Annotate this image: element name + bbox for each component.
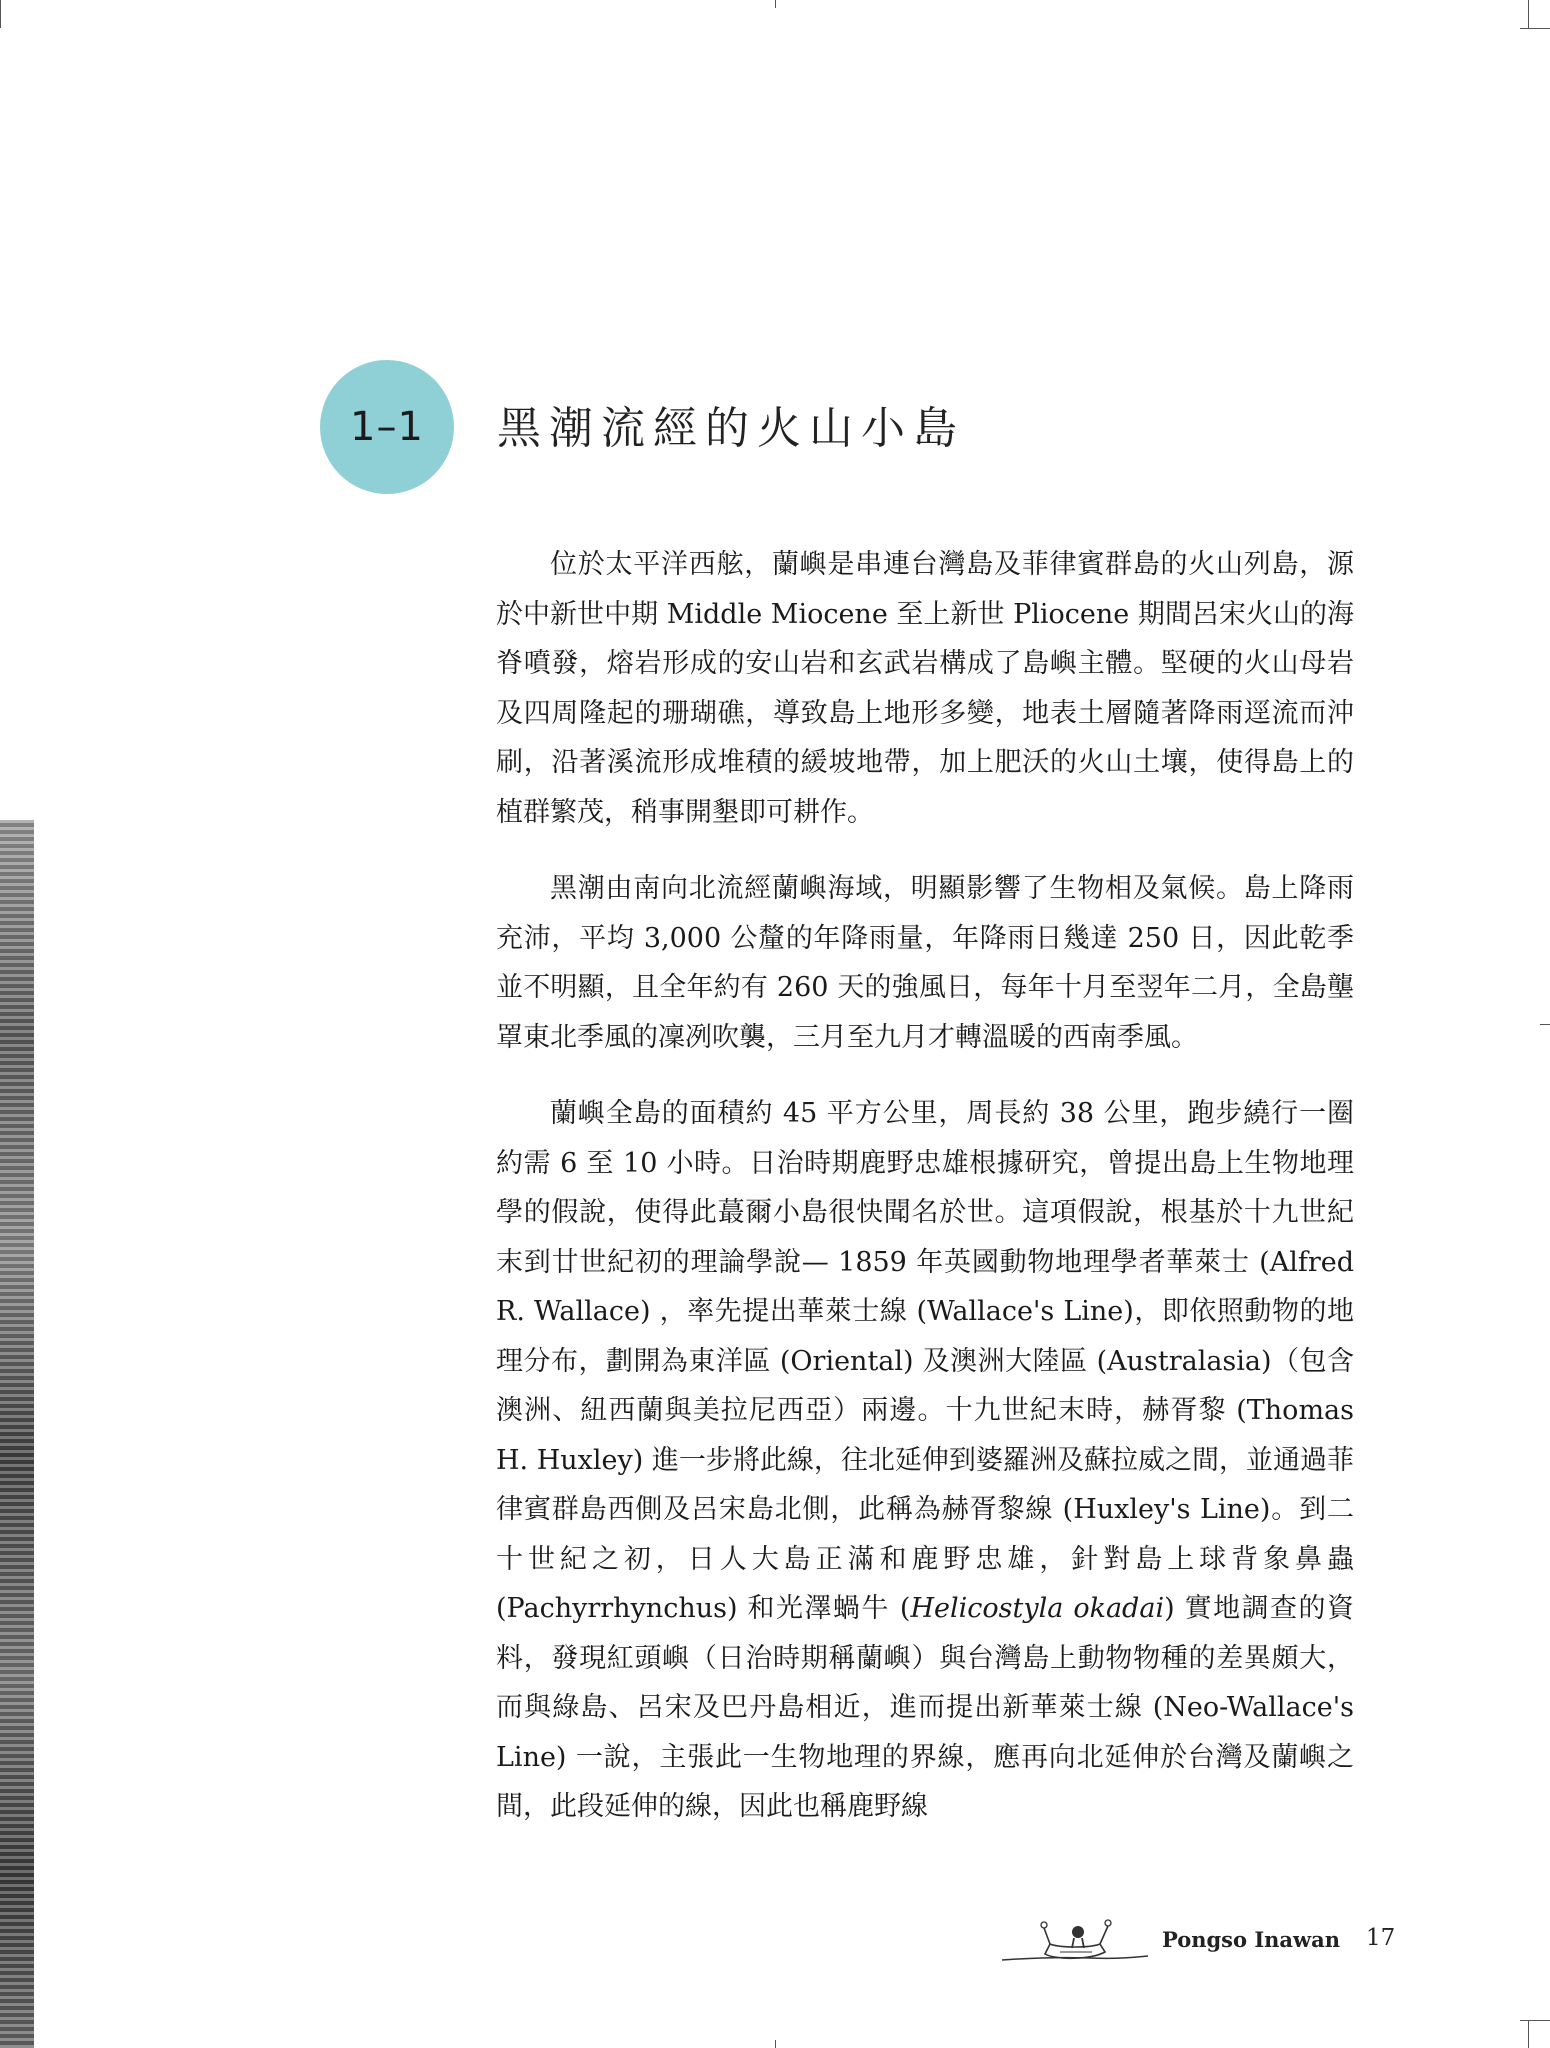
section-number: 1–1 (350, 404, 424, 450)
crop-mark-top-left (0, 0, 1, 28)
crop-mark-mid-right (1540, 1024, 1550, 1025)
paragraph-3-part-2: ) 實地調查的資料，發現紅頭嶼（日治時期稱蘭嶼）與台灣島上動物物種的差異頗大，而與綠島、呂宋及巴丹島相近，進而提出新華萊士線 (Neo-Wallace's Line) 一說，主張此一生物地理的界線，應再向北延伸於台灣及蘭嶼之間，此段延伸的線，因此也稱鹿野線 (496, 1593, 1354, 1822)
paragraph-3 (496, 1089, 1354, 1832)
section-title: 黑潮流經的火山小島 (497, 403, 965, 454)
page-number: 17 (1366, 1925, 1396, 1951)
boat-logo-icon (1000, 1908, 1150, 1968)
paragraph-2: 黑潮由南向北流經蘭嶼海域，明顯影響了生物相及氣候。島上降雨充沛，平均 3,000 公釐的年降雨量，年降雨日幾達 250 日，因此乾季並不明顯，且全年約有 260 天的強風日，每年十月至翌年二月，全島壟罩東北季風的凜冽吹襲，三月至九月才轉溫暖的西南季風。 (496, 873, 1354, 1053)
paragraph-1: 位於太平洋西舷，蘭嶼是串連台灣島及菲律賓群島的火山列島，源於中新世中期 Middle Miocene 至上新世 Pliocene 期間呂宋火山的海脊噴發，熔岩形成的安山岩和玄武岩構成了島嶼主體。堅硬的火山母岩及四周隆起的珊瑚礁，導致島上地形多變，地表土層隨著降雨逕流而沖刷，沿著溪流形成堆積的緩坡地帶，加上肥沃的火山土壤，使得島上的植群繁茂，稍事開墾即可耕作。 (496, 549, 1354, 828)
publication-name: Pongso Inawan (1162, 1927, 1340, 1952)
section-number-badge (320, 360, 454, 494)
crop-mark-top-center (775, 0, 776, 8)
paragraph-3-part-1: 蘭嶼全島的面積約 45 平方公里，周長約 38 公里，跑步繞行一圈約需 6 至 10 小時。日治時期鹿野忠雄根據研究，曾提出島上生物地理學的假說，使得此蕞爾小島很快聞名於世。這項假說，根基於十九世紀末到廿世紀初的理論學說— 1859 年英國動物地理學者華萊士 (Alfred R. Wallace) ，率先提出華萊士線 (Wallace's Line)，即依照動物的地理分布，劃開為東洋區 (Oriental) 及澳洲大陸區 (Australasia)（包含澳洲、紐西蘭與美拉尼西亞）兩邊。十九世紀末時，赫胥黎 (Thomas H. Huxley) 進一步將此線，往北延伸到婆羅洲及蘇拉威之間，並通過菲律賓群島西側及呂宋島北側，此稱為赫胥黎線 (Huxley's Line)。到二十世紀之初，日人大島正滿和鹿野忠雄，針對島上球背象鼻蟲 (Pachyrrhynchus) 和光澤蝸牛 ( (496, 1098, 1354, 1624)
crop-mark-bottom-right-h (1520, 2020, 1550, 2021)
species-name-italic: Helicostyla okadai (910, 1593, 1165, 1624)
body-text (496, 540, 1354, 1859)
crop-mark-bottom-center (775, 2040, 776, 2048)
left-edge-photo (0, 820, 34, 2048)
crop-mark-top-right-v (1528, 0, 1529, 28)
crop-mark-top-right-h (1520, 28, 1550, 29)
crop-mark-bottom-right-v (1528, 2020, 1529, 2048)
